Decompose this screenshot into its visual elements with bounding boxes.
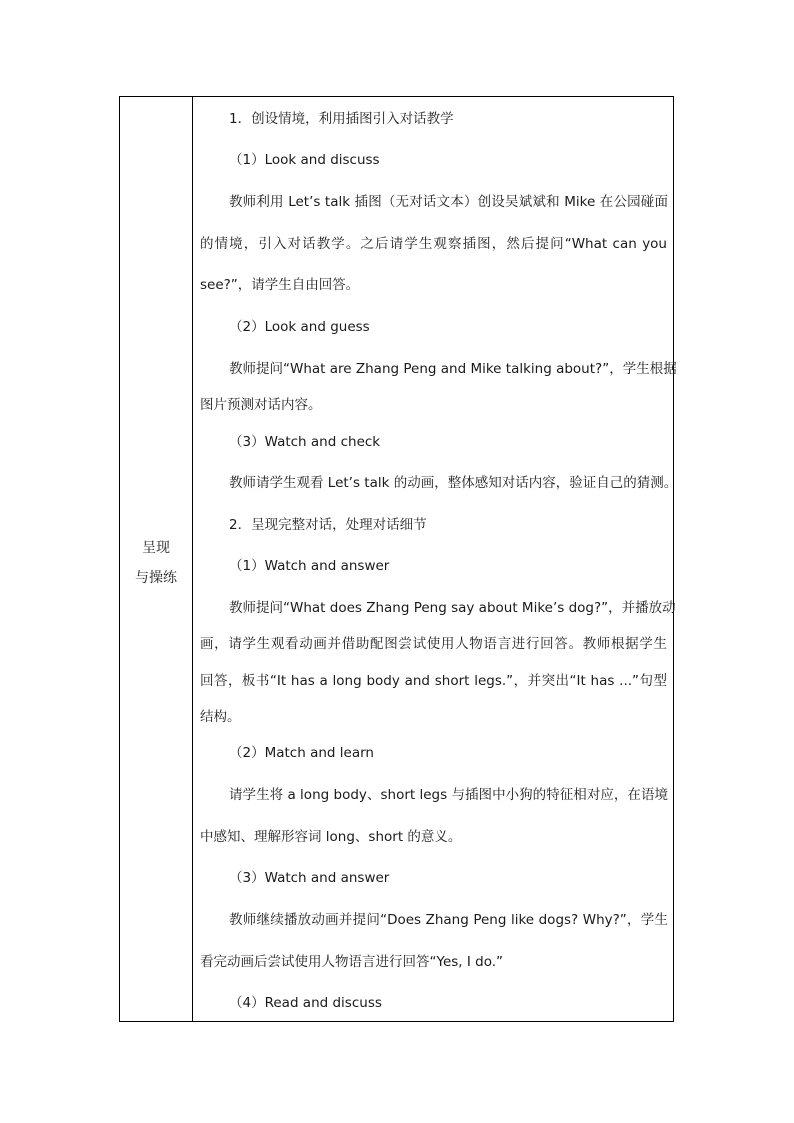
sub-step-heading: （3）Watch and check [229, 434, 381, 450]
paragraph-line: 教师提问“What does Zhang Peng say about Mike’s dog?”，并播放动 [229, 600, 676, 616]
paragraph-line: 画，请学生观看动画并借助配图尝试使用人物语言进行回答。教师根据学生 [200, 636, 667, 652]
section-label-line-1: 呈现 [142, 540, 170, 556]
section-label [120, 533, 192, 593]
sub-step-heading: （2）Match and learn [229, 745, 374, 761]
paragraph-line: 看完动画后尝试使用人物语言进行回答“Yes, I do.” [200, 954, 504, 970]
step-heading: 2．呈现完整对话，处理对话细节 [229, 517, 427, 533]
sub-step-heading: （1）Watch and answer [229, 558, 390, 574]
paragraph-line: 回答，板书“It has a long body and short legs.”，并突出“It has ...”句型 [200, 673, 667, 689]
paragraph-line: see?”，请学生自由回答。 [200, 277, 360, 293]
sub-step-heading: （4）Read and discuss [229, 995, 382, 1011]
sub-step-heading: （1）Look and discuss [229, 152, 380, 168]
section-label-cell [120, 97, 193, 1021]
paragraph-line: 教师继续播放动画并提问“Does Zhang Peng like dogs? Why?”，学生 [229, 912, 668, 928]
content-cell [194, 97, 678, 1021]
step-heading: 1．创设情境，利用插图引入对话教学 [229, 111, 454, 127]
paragraph-line: 教师提问“What are Zhang Peng and Mike talking about?”，学生根据 [229, 361, 677, 377]
section-label-line-2: 与操练 [135, 570, 177, 586]
paragraph-line: 教师利用 Let’s talk 插图（无对话文本）创设吴斌斌和 Mike 在公园碰面 [229, 194, 668, 210]
sub-step-heading: （2）Look and guess [229, 319, 370, 335]
paragraph-line: 中感知、理解形容词 long、short 的意义。 [200, 829, 462, 845]
paragraph-line: 请学生将 a long body、short legs 与插图中小狗的特征相对应，在语境 [229, 787, 668, 803]
paragraph-line: 结构。 [200, 709, 241, 725]
lesson-table [119, 96, 678, 1022]
paragraph-line: 的情境，引入对话教学。之后请学生观察插图，然后提问“What can you [200, 236, 667, 252]
paragraph-line: 教师请学生观看 Let’s talk 的动画，整体感知对话内容，验证自己的猜测。 [229, 475, 678, 491]
paragraph-line: 图片预测对话内容。 [200, 397, 322, 413]
sub-step-heading: （3）Watch and answer [229, 870, 390, 886]
